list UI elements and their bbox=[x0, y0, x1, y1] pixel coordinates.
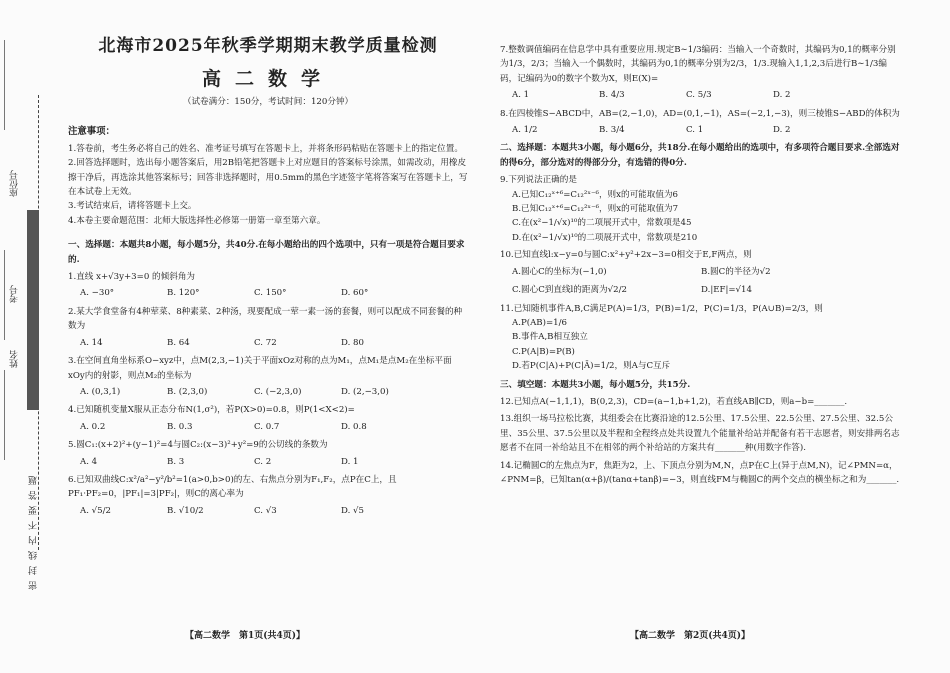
name-label: 姓名 bbox=[10, 350, 20, 368]
seal-bar bbox=[27, 210, 39, 410]
option-d: D. √5 bbox=[341, 505, 364, 516]
question-5: 5.圆C₁:(x+2)²+(y−1)²=4与圆C₂:(x−3)²+y²=9的公切线的条数为 bbox=[68, 440, 328, 451]
option-c: C. 0.7 bbox=[254, 421, 280, 432]
option-c: C.在(x²−1/√x)¹⁰的二项展开式中，常数项是45 bbox=[512, 218, 692, 229]
option-c: C. 150° bbox=[254, 288, 287, 299]
option-b: B.事件A,B相互独立 bbox=[512, 332, 588, 343]
option-d: D. 80 bbox=[341, 337, 364, 348]
exam-info: （试卷满分：150分，考试时间：120分钟） bbox=[182, 97, 354, 107]
left-column bbox=[68, 35, 468, 522]
exam-subject: 高二数学 bbox=[201, 68, 334, 90]
option-b: B. √10/2 bbox=[167, 505, 204, 516]
option-a: A. −30° bbox=[80, 288, 115, 299]
question-4: 4.已知随机变量X服从正态分布N(1,σ²)，若P(X>0)=0.8，则P(1<X<2)= bbox=[68, 405, 355, 416]
option-b: B.已知C₁₂ˣ⁺⁶=C₁₂²ˣ⁻⁶，则x的可能取值为7 bbox=[512, 204, 679, 215]
question-7-options bbox=[500, 88, 900, 102]
question-10-options-row2 bbox=[500, 283, 900, 297]
option-d: D. 0.8 bbox=[341, 421, 367, 432]
section-3-heading: 三、填空题：本题共3小题，每小题5分，共15分. bbox=[500, 379, 691, 390]
option-b: B. 3/4 bbox=[599, 125, 625, 136]
option-b: B. 4/3 bbox=[599, 90, 625, 101]
question-6-options bbox=[68, 504, 468, 518]
option-a: A.P(AB)=1/6 bbox=[512, 317, 567, 328]
seal-warning: 密封线内不要答题 bbox=[29, 470, 39, 590]
question-3-options bbox=[68, 385, 468, 399]
option-d: D. 2 bbox=[773, 125, 791, 136]
question-11: 11.已知随机事件A,B,C满足P(A)=1/3，P(B)=1/2，P(C)=1/3，P(A∪B)=2/3，则 bbox=[500, 303, 823, 314]
option-c: C.圆心C到直线l的距离为√2/2 bbox=[512, 285, 627, 296]
option-d: D.若P(C|A)+P(C|Ā)=1/2，则A与C互斥 bbox=[512, 361, 671, 372]
question-1-options bbox=[68, 286, 468, 300]
footer-page-2: 【高二数学 第2页(共4页)】 bbox=[630, 631, 751, 641]
question-3: 3.在空间直角坐标系O−xyz中，点M(2,3,−1)关于平面xOz对称的点为M₁，点M₁是点M₂在坐标平面xOy内的射影，则点M₂的坐标为 bbox=[68, 356, 452, 381]
option-c: C. 5/3 bbox=[686, 90, 712, 101]
question-2-options bbox=[68, 336, 468, 350]
note-item: 4.本卷主要命题范围：北师大版选择性必修第一册第一章至第六章。 bbox=[68, 215, 326, 226]
option-d: D. (2,−3,0) bbox=[341, 386, 389, 397]
option-d: D. 60° bbox=[341, 288, 369, 299]
footer-page-1: 【高二数学 第1页(共4页)】 bbox=[185, 631, 306, 641]
exam-title: 北海市2025年秋季学期期末教学质量检测 bbox=[98, 36, 438, 56]
option-a: A. 1 bbox=[512, 90, 530, 101]
option-d: D.在(x²−1/√x)¹⁰的二项展开式中，常数项是210 bbox=[512, 232, 698, 243]
option-a: A.圆心C的坐标为(−1,0) bbox=[512, 266, 607, 277]
option-c: C. √3 bbox=[254, 505, 277, 516]
section-1-heading: 一、选择题：本题共8小题，每小题5分，共40分.在每小题给出的四个选项中，只有一项是符合题目要求的. bbox=[68, 240, 465, 265]
option-b: B. 64 bbox=[167, 337, 190, 348]
option-a: A. 14 bbox=[80, 337, 103, 348]
option-a: A.已知C₁₂ˣ⁺⁶=C₁₂²ˣ⁻⁶，则x的可能取值为6 bbox=[512, 189, 679, 200]
right-column bbox=[500, 40, 900, 487]
option-a: A. (0,3,1) bbox=[80, 386, 121, 397]
option-d: D. 2 bbox=[773, 90, 791, 101]
question-2: 2.某大学食堂备有4种荤菜、8种素菜、2种汤，现要配成一荤一素一汤的套餐，则可以配成不同套餐的种数为 bbox=[68, 306, 463, 332]
question-10: 10.已知直线l:x−y=0与圆C:x²+y²+2x−3=0相交于E,F两点，则 bbox=[500, 250, 752, 261]
question-4-options bbox=[68, 420, 468, 434]
option-a: A. 4 bbox=[80, 456, 98, 467]
binding-strip bbox=[0, 0, 58, 673]
option-b: B. 3 bbox=[167, 456, 185, 467]
binding-rule bbox=[4, 250, 6, 340]
question-10-options-row1 bbox=[500, 265, 900, 279]
question-12: 12.已知点A(−1,1,1)，B(0,2,3)，CD=(a−1,b+1,2)，若直线AB∥CD，则a−b=_______. bbox=[500, 396, 848, 407]
question-9: 9.下列说法正确的是 bbox=[500, 175, 577, 186]
question-5-options bbox=[68, 455, 468, 469]
option-c: C. 1 bbox=[686, 125, 704, 136]
option-c: C. (−2,3,0) bbox=[254, 386, 302, 397]
option-b: B. 120° bbox=[167, 288, 200, 299]
question-14: 14.记椭圆C的左焦点为F，焦距为2，上、下顶点分别为M,N，点P在C上(异于点M,N)，记∠PMN=α，∠PNM=β，已知tan(α+β)/(tanα+tanβ)=−3，则直线FM与椭圆C的两个交点的横坐标之和为_______. bbox=[500, 460, 900, 485]
option-b: B. (2,3,0) bbox=[167, 386, 208, 397]
option-d: D. 1 bbox=[341, 456, 359, 467]
question-6: 6.已知双曲线C:x²/a²−y²/b²=1(a>0,b>0)的左、右焦点分别为F₁,F₂，点P在C上，且PF₁·PF₂=0，|PF₁|=3|PF₂|，则C的离心率为 bbox=[68, 474, 397, 500]
question-13: 13.组织一场马拉松比赛，其组委会在比赛沿途的12.5公里、17.5公里、22.5公里、27.5公里、32.5公里、35公里、37.5公里以及半程和全程终点处共设置九个能量补给站并配备有若干志愿者，则安排两名志愿者不在同一补给站且不在相邻的两个补给站的方案共有_______种(用数字作答). bbox=[500, 414, 900, 454]
note-item: 3.考试结束后，请将答题卡上交。 bbox=[68, 201, 197, 212]
seat-label: 座位号 bbox=[10, 170, 20, 197]
binding-rule bbox=[4, 370, 6, 460]
option-b: B.圆C的半径为√2 bbox=[701, 266, 771, 277]
exam-number-label: 考号 bbox=[10, 285, 20, 303]
question-7: 7.整数调值编码在信息学中具有重要应用.规定B∼1/3编码：当输入一个奇数时，其编码为0,1的概率分别为1/3，2/3；当输入一个偶数时，其编码为0,1的概率分别为2/3，1/3.现输入1,1,2,3后进行B∼1/3编码，记编码为0的数字个数为X，则E(X)= bbox=[500, 45, 896, 84]
option-a: A. √5/2 bbox=[80, 505, 111, 516]
question-1: 1.直线 x+√3y+3=0 的倾斜角为 bbox=[68, 272, 196, 283]
binding-rule bbox=[4, 40, 6, 130]
option-c: C.P(A|B)=P(B) bbox=[512, 346, 575, 357]
option-d: D.|EF|=√14 bbox=[701, 285, 752, 296]
option-a: A. 1/2 bbox=[512, 125, 538, 136]
note-item: 2.回答选择题时，选出每小题答案后，用2B铅笔把答题卡上对应题目的答案标号涂黑，如需改动，用橡皮擦干净后，再选涂其他答案标号；回答非选择题时，用0.5mm的黑色字迹签字笔将答案写在答题卡上，写在本试卷上无效。 bbox=[68, 158, 468, 198]
option-a: A. 0.2 bbox=[80, 421, 106, 432]
option-b: B. 0.3 bbox=[167, 421, 193, 432]
notes-heading: 注意事项： bbox=[68, 126, 115, 138]
option-c: C. 2 bbox=[254, 456, 272, 467]
question-8-options bbox=[500, 123, 900, 137]
question-8: 8.在四棱锥S−ABCD中，AB=(2,−1,0)，AD=(0,1,−1)，AS=(−2,1,−3)，则三棱锥S−ABD的体积为 bbox=[500, 108, 900, 119]
option-c: C. 72 bbox=[254, 337, 277, 348]
section-2-heading: 二、选择题：本题共3小题，每小题6分，共18分.在每小题给出的选项中，有多项符合题目要求.全部选对的得6分，部分选对的得部分分，有选错的得0分. bbox=[500, 143, 900, 168]
note-item: 1.答卷前，考生务必将自己的姓名、准考证号填写在答题卡上，并将条形码粘贴在答题卡上的指定位置。 bbox=[68, 143, 463, 154]
